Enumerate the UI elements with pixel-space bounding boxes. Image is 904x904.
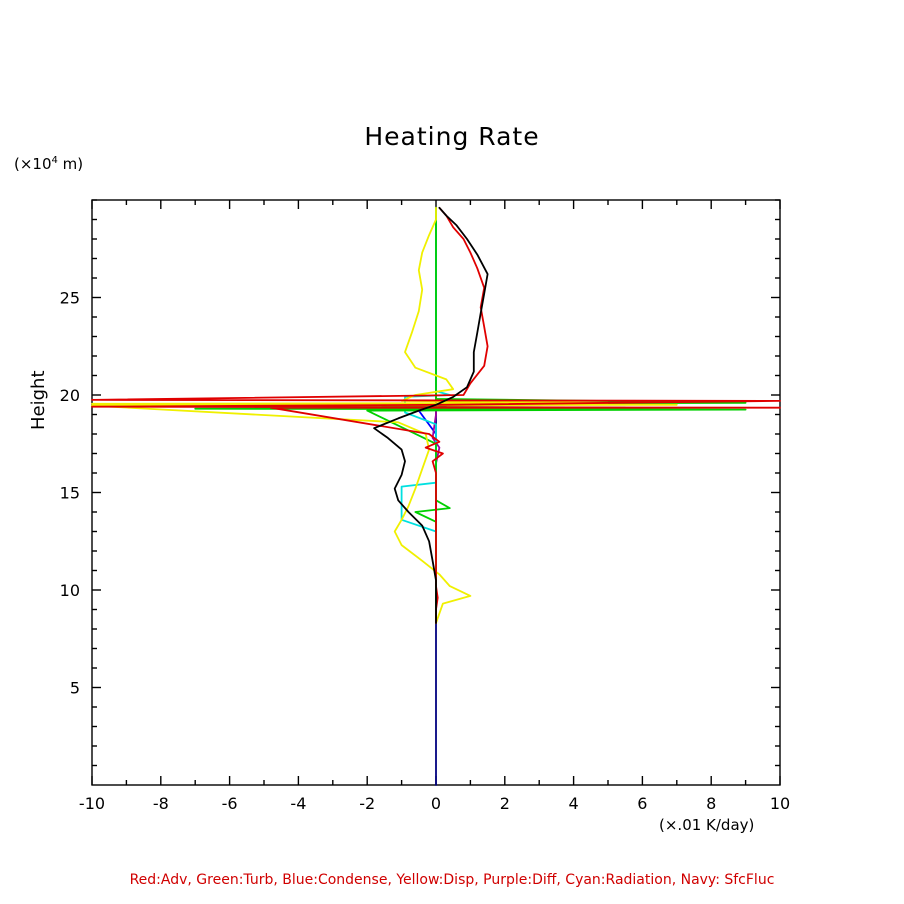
x-tick-label: 2 [499, 794, 510, 813]
y-units-suffix: m) [57, 155, 84, 173]
y-tick-label: 5 [69, 678, 80, 698]
x-tick-label: 8 [706, 794, 717, 813]
legend: Red:Adv, Green:Turb, Blue:Condense, Yellow:Disp, Purple:Diff, Cyan:Radiation, Navy: SfcFluc [129, 872, 775, 888]
axis-ticks [60, 200, 791, 813]
x-tick-label: -4 [290, 794, 307, 813]
series-layer [92, 208, 780, 785]
x-tick-label: 10 [769, 794, 791, 813]
page-title: Heating Rate [364, 122, 540, 151]
x-tick-label: 0 [430, 794, 442, 813]
y-tick-label: 10 [59, 581, 80, 600]
series-line-radiation [402, 208, 450, 623]
y-units-prefix: (×10 [14, 155, 52, 173]
x-tick-label: -10 [78, 794, 106, 813]
x-tick-label: -8 [152, 794, 169, 813]
y-tick-label: 25 [59, 288, 80, 308]
series-line-total [374, 208, 488, 623]
x-tick-label: 4 [568, 794, 579, 813]
y-tick-label: 20 [59, 386, 80, 405]
x-tick-label: -6 [221, 794, 238, 813]
x-tick-label: 6 [637, 794, 648, 813]
series-line-disp [92, 208, 677, 623]
x-axis-units-label: (×.01 K/day) [659, 816, 755, 834]
y-axis-title: Height [28, 370, 49, 430]
y-tick-label: 15 [59, 483, 80, 503]
x-tick-label: -2 [359, 794, 376, 813]
y-units-exponent: 4 [51, 155, 58, 166]
